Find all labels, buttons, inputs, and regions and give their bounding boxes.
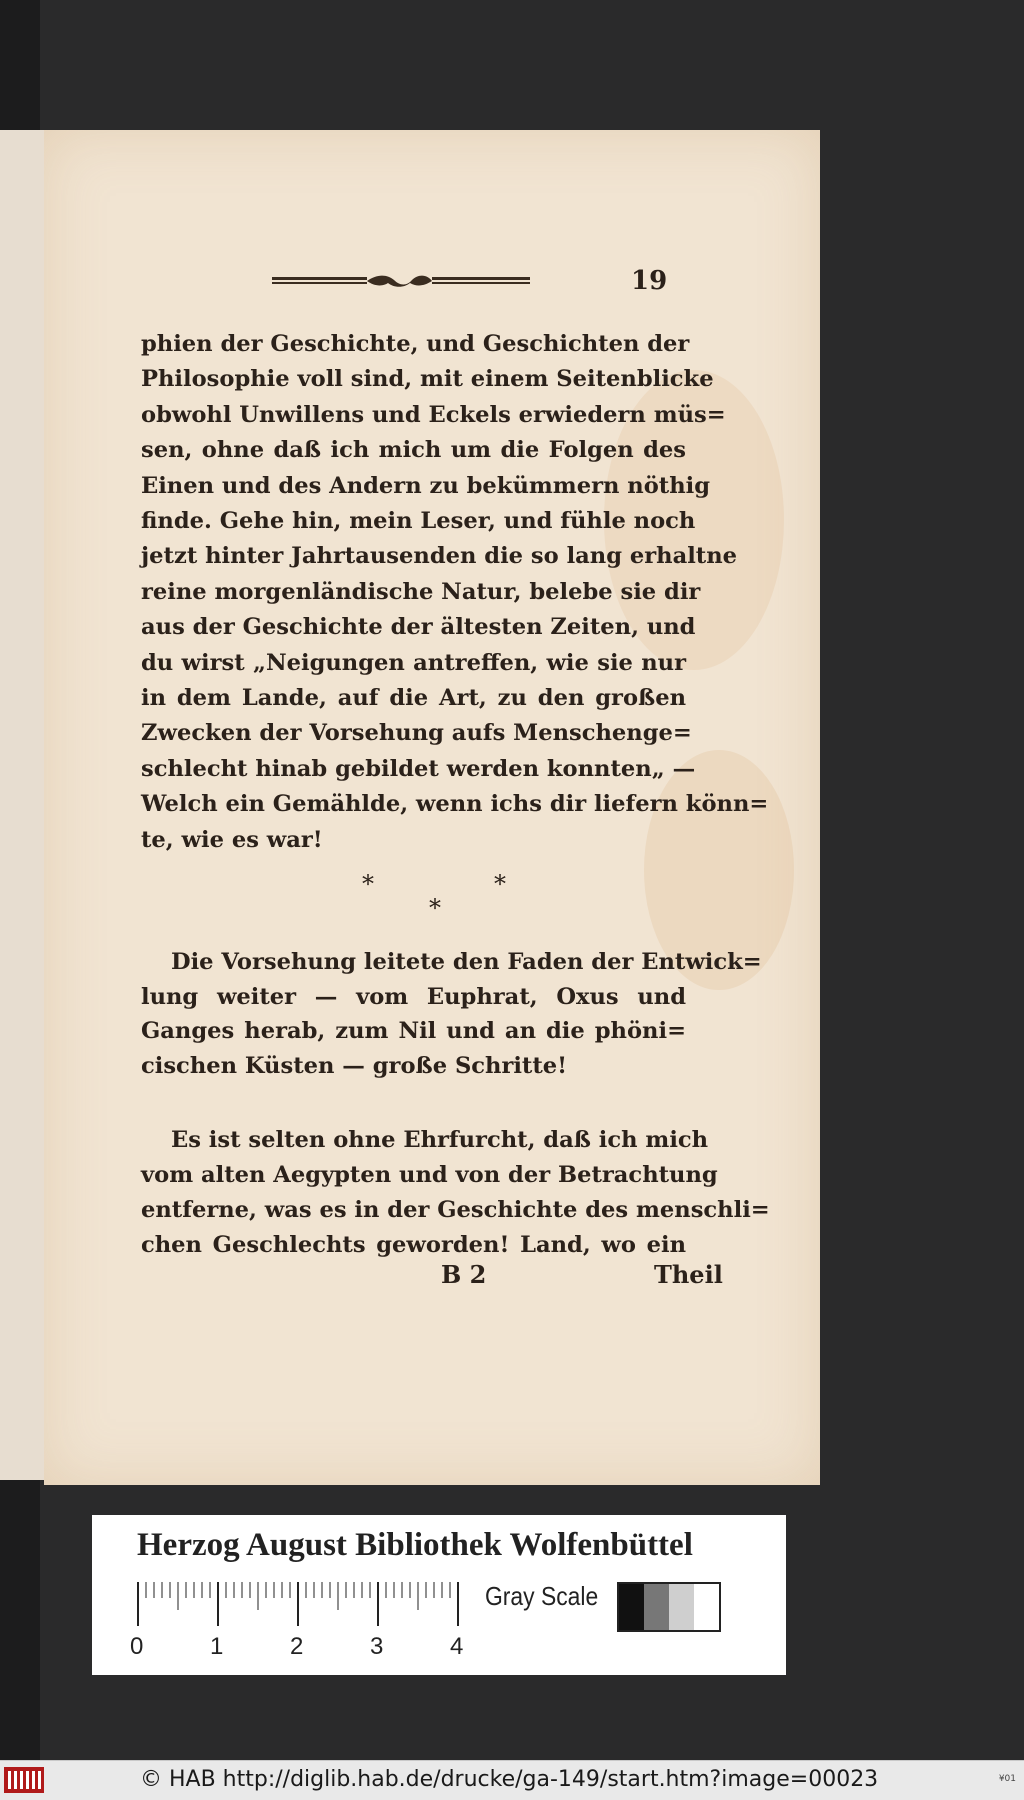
previous-page-edge [0, 130, 45, 1480]
page-number: 19 [631, 266, 668, 296]
header-ornament-icon [272, 274, 530, 288]
text-line: Einen und des Andern zu bekümmern nöthig [141, 472, 711, 499]
gray-swatch-cell [644, 1584, 669, 1630]
gray-swatch-cell [669, 1584, 694, 1630]
text-line: jetzt hinter Jahrtausenden die so lang erhaltne [141, 543, 738, 570]
ruler-label: 3 [370, 1633, 384, 1660]
color-calibration-card [92, 1515, 786, 1675]
text-line: te, wie es war! [141, 826, 323, 853]
text-line: obwohl Unwillens und Eckels erwiedern müs= [141, 401, 726, 428]
gray-swatch-cell [694, 1584, 719, 1630]
book-page [44, 130, 820, 1485]
text-line: du wirst „Neigungen antreffen, wie sie nur [141, 649, 686, 676]
asterisk-icon: * [429, 894, 441, 922]
text-line: Die Vorsehung leitete den Faden der Entwick= [171, 949, 762, 975]
ruler-label: 4 [450, 1633, 464, 1660]
ruler-labels [130, 1633, 490, 1663]
card-title: Herzog August Bibliothek Wolfenbüttel [137, 1527, 693, 1563]
ruler-label: 2 [290, 1633, 304, 1660]
text-line: phien der Geschichte, und Geschichten der [141, 331, 690, 357]
text-line: Es ist selten ohne Ehrfurcht, daß ich mich [171, 1127, 709, 1153]
gray-swatch-cell [619, 1584, 644, 1630]
text-line: finde. Gehe hin, mein Leser, und fühle noch [141, 508, 696, 535]
text-line: reine morgenländische Natur, belebe sie dir [141, 578, 701, 605]
text-line: aus der Geschichte der ältesten Zeiten, und [141, 614, 696, 641]
text-line: vom alten Aegypten und von der Betrachtung [141, 1162, 718, 1188]
paragraph [141, 945, 762, 1083]
text-line: lung weiter — vom Euphrat, Oxus und [141, 983, 686, 1010]
ruler-label: 0 [130, 1633, 144, 1660]
gray-scale-swatch [617, 1582, 721, 1632]
asterisk-icon: * [362, 870, 374, 898]
paragraph [141, 1123, 770, 1263]
asterism [314, 870, 554, 930]
text-line: sen, ohne daß ich mich um die Folgen des [141, 437, 686, 464]
text-line: Zwecken der Vorsehung aufs Menschenge= [141, 720, 692, 747]
footer-bar [0, 1760, 1024, 1800]
signature-mark: B 2 [441, 1260, 487, 1289]
hab-logo-icon [4, 1767, 44, 1793]
gray-scale-label: Gray Scale [485, 1581, 599, 1611]
text-line: schlecht hinab gebildet werden konnten„ — [141, 755, 696, 782]
text-line: Ganges herab, zum Nil und an die phöni= [141, 1018, 686, 1044]
text-line: chen Geschlechts geworden! Land, wo ein [141, 1232, 686, 1258]
body-text [141, 327, 769, 858]
page-id: ¥01 [998, 1774, 1016, 1784]
text-line: Welch ein Gemählde, wenn ichs dir liefern könn= [141, 791, 769, 818]
text-line: Philosophie voll sind, mit einem Seitenblicke [141, 366, 714, 393]
asterisk-icon: * [494, 870, 506, 898]
text-line: cischen Küsten — große Schritte! [141, 1052, 568, 1079]
catchword: Theil [654, 1260, 723, 1289]
scale-ruler [137, 1580, 467, 1630]
text-line: in dem Lande, auf die Art, zu den großen [141, 685, 686, 712]
copyright-link[interactable]: © HAB http://diglib.hab.de/drucke/ga-149/start.htm?image=00023 [140, 1767, 879, 1792]
text-line: entferne, was es in der Geschichte des menschli= [141, 1197, 770, 1223]
ruler-label: 1 [210, 1633, 224, 1660]
